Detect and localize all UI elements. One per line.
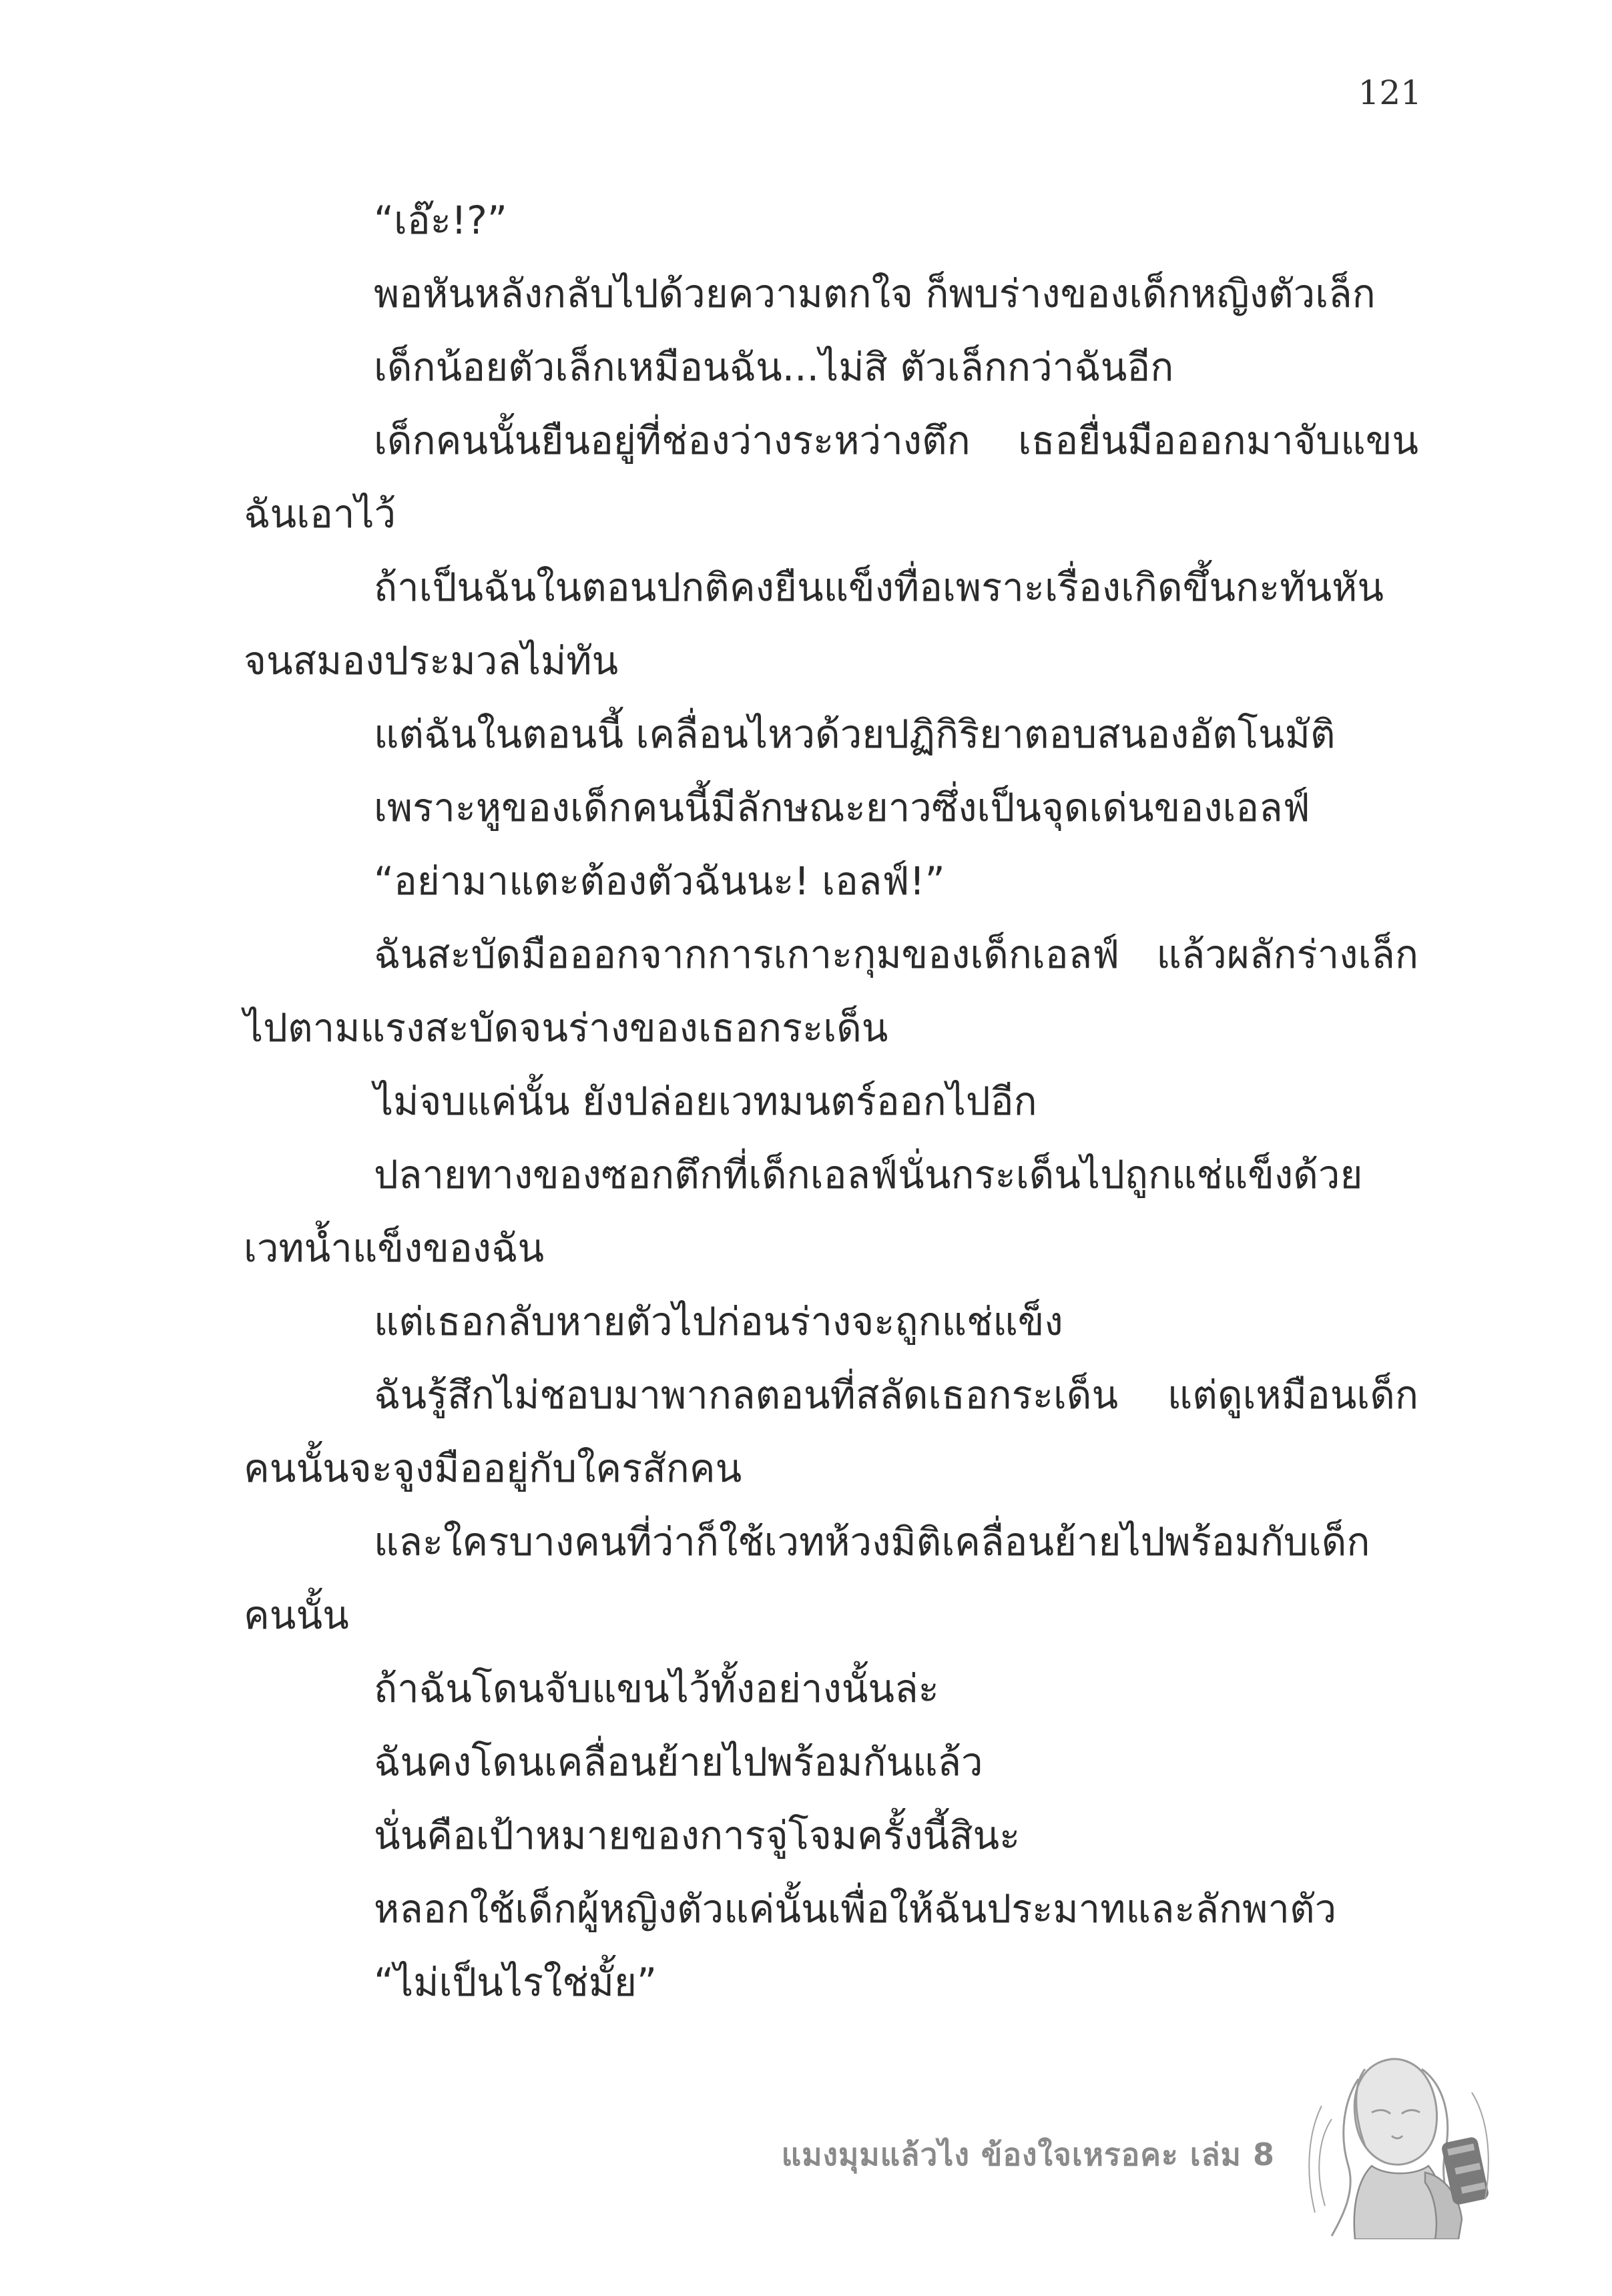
page-footer: [0, 2039, 1612, 2239]
paragraph: และใครบางคนที่ว่าก็ใช้เวทห้วงมิติเคลื่อนย้ายไปพร้อมกับเด็กคนนั้น: [244, 1519, 1370, 1638]
paragraph: ถ้าเป็นฉันในตอนปกติคงยืนแข็งทื่อเพราะเรื่องเกิดขึ้นกะทันหันจนสมองประมวลไม่ทัน: [244, 565, 1384, 683]
paragraph: ฉันรู้สึกไม่ชอบมาพากลตอนที่สลัดเธอกระเด็น แต่ดูเหมือนเด็กคนนั้นจะจูงมืออยู่กับใครสักคน: [244, 1372, 1418, 1491]
paragraph: “อย่ามาแตะต้องตัวฉันนะ! เอลฟ์!”: [374, 858, 945, 904]
paragraph: “ไม่เป็นไรใช่มั้ย”: [374, 1960, 657, 2005]
character-illustration: [1292, 2039, 1512, 2239]
paragraph: ถ้าฉันโดนจับแขนไว้ทั้งอย่างนั้นล่ะ: [374, 1666, 939, 1711]
page-number: 121: [1358, 73, 1422, 112]
paragraph: ฉันสะบัดมือออกจากการเกาะกุมของเด็กเอลฟ์ แล้วผลักร่างเล็กไปตามแรงสะบัดจนร่างของเธอกระเด็น: [244, 932, 1418, 1051]
paragraph: เด็กคนนั้นยืนอยู่ที่ช่องว่างระหว่างตึก เธอยื่นมือออกมาจับแขนฉันเอาไว้: [244, 418, 1418, 537]
paragraph: “เอ๊ะ!?”: [374, 198, 507, 243]
body-text: [244, 184, 1418, 2019]
paragraph: หลอกใช้เด็กผู้หญิงตัวแค่นั้นเพื่อให้ฉันประมาทและลักพาตัว: [374, 1886, 1337, 1932]
paragraph: ไม่จบแค่นั้น ยังปล่อยเวทมนตร์ออกไปอีก: [374, 1079, 1037, 1124]
paragraph: เด็กน้อยตัวเล็กเหมือนฉัน...ไม่สิ ตัวเล็กกว่าฉันอีก: [374, 344, 1174, 390]
paragraph: แต่เธอกลับหายตัวไปก่อนร่างจะถูกแช่แข็ง: [374, 1299, 1063, 1344]
paragraph: แต่ฉันในตอนนี้ เคลื่อนไหวด้วยปฏิกิริยาตอบสนองอัตโนมัติ: [374, 711, 1336, 757]
paragraph: ปลายทางของซอกตึกที่เด็กเอลฟ์นั่นกระเด็นไปถูกแช่แข็งด้วยเวทน้ำแข็งของฉัน: [244, 1152, 1363, 1271]
book-title: แมงมุมแล้วไง ข้องใจเหรอคะ เล่ม 8: [781, 2136, 1275, 2173]
paragraph: เพราะหูของเด็กคนนี้มีลักษณะยาวซึ่งเป็นจุดเด่นของเอลฟ์: [374, 785, 1310, 830]
paragraph: นั่นคือเป้าหมายของการจู่โจมครั้งนี้สินะ: [374, 1813, 1021, 1858]
paragraph: ฉันคงโดนเคลื่อนย้ายไปพร้อมกันแล้ว: [374, 1739, 983, 1785]
paragraph: พอหันหลังกลับไปด้วยความตกใจ ก็พบร่างของเด็กหญิงตัวเล็ก: [374, 271, 1376, 316]
